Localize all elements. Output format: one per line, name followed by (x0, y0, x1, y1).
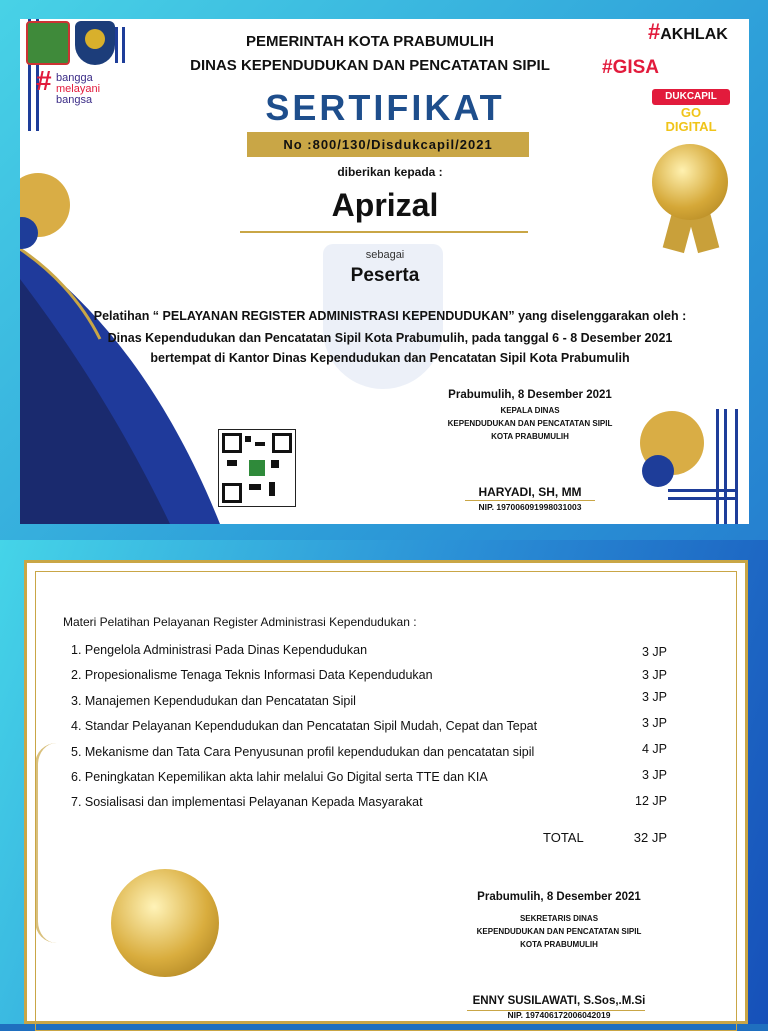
signer-nip: NIP. 197006091998031003 (478, 502, 582, 512)
signer-name: HARYADI, SH, MM (478, 485, 582, 499)
material-jp: 12 JP (635, 794, 667, 808)
stripe-left-4 (122, 27, 125, 63)
hash-icon: # (36, 65, 52, 96)
qr-module (249, 484, 261, 490)
total-value: 32 JP (633, 830, 667, 845)
qr-module (245, 436, 251, 442)
name-underline (240, 231, 528, 233)
material-jp: 3 JP (641, 690, 667, 704)
akhlak-text: AKHLAK (660, 26, 728, 43)
material-item: 3. Manajemen Kependudukan dan Pencatatan Sipil (71, 694, 356, 708)
dukcapil-badge: DUKCAPIL (652, 89, 730, 105)
stripe-right-h1 (668, 489, 738, 492)
stripe-left-3 (115, 27, 118, 63)
materials-intro: Materi Pelatihan Pelayanan Register Administrasi Kependudukan : (63, 615, 417, 629)
header-department: DINAS KEPENDUDUKAN DAN PENCATATAN SIPIL (190, 57, 550, 74)
stripe-right-2 (724, 409, 727, 524)
city-logo (26, 21, 70, 65)
tagline-word-3: bangsa (56, 94, 93, 106)
material-jp: 3 JP (641, 716, 667, 730)
signer-title-3: KOTA PRABUMULIH (491, 432, 569, 441)
header-government: PEMERINTAH KOTA PRABUMULIH (245, 33, 495, 50)
material-jp: 4 JP (641, 742, 667, 756)
material-item: 1. Pengelola Administrasi Pada Dinas Kependudukan (71, 643, 368, 657)
stripe-right-h2 (668, 497, 738, 500)
material-jp: 3 JP (641, 645, 667, 659)
go-digital-badge (652, 106, 730, 134)
signer-title-2: KEPENDUDUKAN DAN PENCATATAN SIPIL (447, 419, 613, 428)
signer2-title-3: KOTA PRABUMULIH (520, 940, 598, 949)
ministry-logo (75, 21, 115, 65)
signer2-title-2: KEPENDUDUKAN DAN PENCATATAN SIPIL (476, 927, 642, 936)
qr-module (255, 442, 265, 446)
qr-center-logo (249, 460, 265, 476)
certificate-back (24, 560, 748, 1024)
stripe-right-1 (716, 409, 719, 524)
as-label: sebagai (365, 249, 405, 261)
gold-medal-icon (652, 144, 728, 220)
qr-module (227, 460, 237, 466)
stripe-right-3 (735, 409, 738, 524)
go-text: GO (680, 105, 702, 120)
emblem-icon (85, 29, 105, 49)
material-item: 4. Standar Pelayanan Kependudukan dan Pencatatan Sipil Mudah, Cepat dan Tepat (71, 719, 538, 733)
qr-module (271, 460, 279, 468)
signer2-name: ENNY SUSILAWATI, S.Sos,.M.Si (472, 995, 646, 1007)
digital-text: DIGITAL (665, 119, 717, 134)
signer2-nip: NIP. 197406172006042019 (507, 1010, 611, 1020)
body-line-1: Pelatihan “ PELAYANAN REGISTER ADMINISTRASI KEPENDUDUKAN” yang diselenggarakan oleh : (93, 309, 687, 323)
akhlak-badge: #AKHLAK (648, 19, 728, 44)
place-date-2: Prabumulih, 8 Desember 2021 (477, 891, 641, 903)
material-jp: 3 JP (641, 668, 667, 682)
bangga-melayani-bangsa-logo (36, 65, 101, 106)
tagline-word-2: melayani (56, 83, 101, 95)
certificate-title: SERTIFIKAT (265, 87, 505, 128)
body-line-3: bertempat di Kantor Dinas Kependudukan dan Pencatatan Sipil Kota Prabumulih (150, 351, 630, 365)
signer2-title-1: SEKRETARIS DINAS (519, 914, 599, 923)
gisa-badge: #GISA (602, 57, 660, 78)
qr-code (218, 429, 296, 507)
total-label: TOTAL (543, 830, 584, 845)
signer-underline (465, 500, 595, 501)
material-item: 6. Peningkatan Kepemilikan akta lahir melalui Go Digital serta TTE dan KIA (71, 770, 488, 784)
tagline-word-1: bangga (56, 72, 93, 84)
material-item: 5. Mekanisme dan Tata Cara Penyusunan profil kependudukan dan pencatatan sipil (71, 745, 535, 759)
qr-finder (272, 433, 292, 453)
place-date: Prabumulih, 8 Desember 2021 (448, 389, 612, 401)
certificate-front (20, 19, 749, 524)
material-item: 7. Sosialisasi dan implementasi Pelayanan Kepada Masyarakat (71, 795, 423, 809)
given-to-label: diberikan kepada : (337, 165, 443, 179)
qr-finder (222, 433, 242, 453)
recipient-name: Aprizal (331, 187, 439, 223)
material-jp: 3 JP (641, 768, 667, 782)
signer-title-1: KEPALA DINAS (500, 406, 560, 415)
certificate-number: No :800/130/Disdukcapil/2021 (247, 132, 529, 157)
qr-finder (222, 483, 242, 503)
body-line-2: Dinas Kependudukan dan Pencatatan Sipil Kota Prabumulih, pada tanggal 6 - 8 Desember 2021 (107, 331, 673, 345)
role: Peserta (350, 265, 420, 286)
material-item: 2. Propesionalisme Tenaga Teknis Informasi Data Kependudukan (71, 668, 433, 682)
navy-circle-right (642, 455, 674, 487)
qr-module (269, 482, 275, 496)
gold-seal-icon (111, 869, 219, 977)
